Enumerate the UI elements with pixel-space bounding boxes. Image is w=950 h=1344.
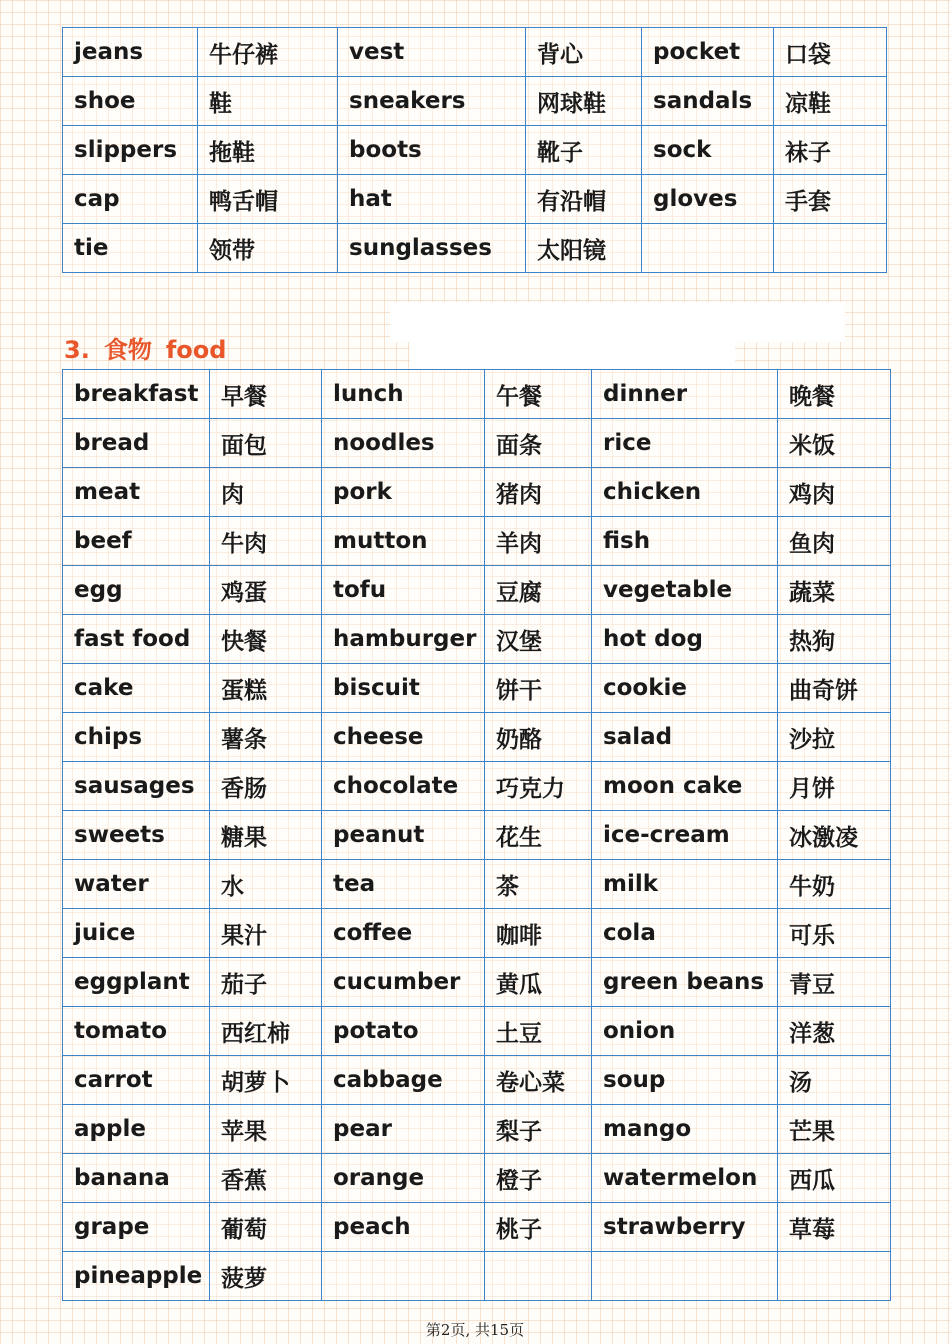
english-word-cell: tea — [322, 860, 485, 909]
chinese-word-cell: 曲奇饼 — [778, 664, 891, 713]
food-vocabulary-table — [62, 369, 891, 1301]
chinese-word-cell: 饼干 — [485, 664, 592, 713]
section-title-en: food — [165, 336, 227, 364]
english-word-cell: fish — [592, 517, 778, 566]
english-word-cell: cola — [592, 909, 778, 958]
english-word-cell: lunch — [322, 370, 485, 419]
chinese-word-cell: 香肠 — [210, 762, 322, 811]
chinese-word-cell: 胡萝卜 — [210, 1056, 322, 1105]
chinese-word-cell: 黄瓜 — [485, 958, 592, 1007]
page-number-footer: 第2页, 共15页 — [425, 1321, 525, 1339]
english-word-cell: cheese — [322, 713, 485, 762]
english-word-cell: hamburger — [322, 615, 485, 664]
chinese-word-cell — [774, 224, 887, 273]
english-word-cell — [642, 224, 774, 273]
chinese-word-cell: 早餐 — [210, 370, 322, 419]
section-number: 3. — [64, 336, 90, 364]
chinese-word-cell: 沙拉 — [778, 713, 891, 762]
chinese-word-cell: 领带 — [198, 224, 338, 273]
chinese-word-cell: 口袋 — [774, 28, 887, 77]
english-word-cell: banana — [63, 1154, 210, 1203]
english-word-cell: juice — [63, 909, 210, 958]
english-word-cell: coffee — [322, 909, 485, 958]
english-word-cell: egg — [63, 566, 210, 615]
table-row — [63, 1154, 891, 1203]
clothes-table-body — [63, 28, 887, 273]
chinese-word-cell: 网球鞋 — [526, 77, 642, 126]
chinese-word-cell: 靴子 — [526, 126, 642, 175]
table-row — [63, 958, 891, 1007]
english-word-cell: orange — [322, 1154, 485, 1203]
chinese-word-cell: 冰激凌 — [778, 811, 891, 860]
english-word-cell: onion — [592, 1007, 778, 1056]
table-row — [63, 468, 891, 517]
english-word-cell: eggplant — [63, 958, 210, 1007]
table-row — [63, 77, 887, 126]
table-row — [63, 1007, 891, 1056]
english-word-cell: biscuit — [322, 664, 485, 713]
english-word-cell: sunglasses — [338, 224, 526, 273]
english-word-cell: dinner — [592, 370, 778, 419]
chinese-word-cell: 芒果 — [778, 1105, 891, 1154]
blank-area — [390, 302, 845, 342]
english-word-cell: green beans — [592, 958, 778, 1007]
english-word-cell: noodles — [322, 419, 485, 468]
english-word-cell: vegetable — [592, 566, 778, 615]
chinese-word-cell: 菠萝 — [210, 1252, 322, 1301]
table-row — [63, 1105, 891, 1154]
chinese-word-cell: 猪肉 — [485, 468, 592, 517]
english-word-cell: tie — [63, 224, 198, 273]
section-title-cn: 食物 — [103, 336, 152, 364]
food-table-body — [63, 370, 891, 1301]
english-word-cell: hot dog — [592, 615, 778, 664]
chinese-word-cell: 凉鞋 — [774, 77, 887, 126]
table-row — [63, 1056, 891, 1105]
chinese-word-cell: 果汁 — [210, 909, 322, 958]
english-word-cell: sandals — [642, 77, 774, 126]
english-word-cell: cucumber — [322, 958, 485, 1007]
chinese-word-cell: 背心 — [526, 28, 642, 77]
table-row — [63, 762, 891, 811]
english-word-cell: peach — [322, 1203, 485, 1252]
table-row — [63, 1203, 891, 1252]
chinese-word-cell: 鞋 — [198, 77, 338, 126]
chinese-word-cell: 牛仔裤 — [198, 28, 338, 77]
english-word-cell: ice-cream — [592, 811, 778, 860]
chinese-word-cell: 鸭舌帽 — [198, 175, 338, 224]
english-word-cell: cabbage — [322, 1056, 485, 1105]
chinese-word-cell: 蛋糕 — [210, 664, 322, 713]
chinese-word-cell: 牛奶 — [778, 860, 891, 909]
chinese-word-cell: 有沿帽 — [526, 175, 642, 224]
chinese-word-cell: 青豆 — [778, 958, 891, 1007]
table-row — [63, 909, 891, 958]
english-word-cell: mango — [592, 1105, 778, 1154]
chinese-word-cell: 咖啡 — [485, 909, 592, 958]
chinese-word-cell: 手套 — [774, 175, 887, 224]
chinese-word-cell: 热狗 — [778, 615, 891, 664]
english-word-cell: breakfast — [63, 370, 210, 419]
chinese-word-cell: 可乐 — [778, 909, 891, 958]
chinese-word-cell: 水 — [210, 860, 322, 909]
english-word-cell: sneakers — [338, 77, 526, 126]
chinese-word-cell: 茶 — [485, 860, 592, 909]
chinese-word-cell: 月饼 — [778, 762, 891, 811]
chinese-word-cell — [485, 1252, 592, 1301]
chinese-word-cell: 午餐 — [485, 370, 592, 419]
english-word-cell: carrot — [63, 1056, 210, 1105]
table-row — [63, 224, 887, 273]
english-word-cell: chocolate — [322, 762, 485, 811]
english-word-cell: vest — [338, 28, 526, 77]
table-row — [63, 615, 891, 664]
english-word-cell: pear — [322, 1105, 485, 1154]
chinese-word-cell: 巧克力 — [485, 762, 592, 811]
table-row — [63, 664, 891, 713]
english-word-cell: meat — [63, 468, 210, 517]
english-word-cell: slippers — [63, 126, 198, 175]
english-word-cell: chicken — [592, 468, 778, 517]
chinese-word-cell: 羊肉 — [485, 517, 592, 566]
english-word-cell: apple — [63, 1105, 210, 1154]
english-word-cell: sock — [642, 126, 774, 175]
english-word-cell: shoe — [63, 77, 198, 126]
chinese-word-cell: 面条 — [485, 419, 592, 468]
english-word-cell: watermelon — [592, 1154, 778, 1203]
chinese-word-cell: 橙子 — [485, 1154, 592, 1203]
english-word-cell: pocket — [642, 28, 774, 77]
table-row — [63, 566, 891, 615]
chinese-word-cell: 梨子 — [485, 1105, 592, 1154]
table-row — [63, 28, 887, 77]
chinese-word-cell: 西红柿 — [210, 1007, 322, 1056]
english-word-cell: rice — [592, 419, 778, 468]
chinese-word-cell: 葡萄 — [210, 1203, 322, 1252]
english-word-cell: bread — [63, 419, 210, 468]
english-word-cell: grape — [63, 1203, 210, 1252]
chinese-word-cell — [778, 1252, 891, 1301]
english-word-cell: potato — [322, 1007, 485, 1056]
chinese-word-cell: 拖鞋 — [198, 126, 338, 175]
table-row — [63, 126, 887, 175]
table-row — [63, 1252, 891, 1301]
table-row — [63, 811, 891, 860]
table-row — [63, 419, 891, 468]
chinese-word-cell: 汉堡 — [485, 615, 592, 664]
chinese-word-cell: 桃子 — [485, 1203, 592, 1252]
chinese-word-cell: 鱼肉 — [778, 517, 891, 566]
chinese-word-cell: 汤 — [778, 1056, 891, 1105]
chinese-word-cell: 晚餐 — [778, 370, 891, 419]
english-word-cell: milk — [592, 860, 778, 909]
table-row — [63, 175, 887, 224]
english-word-cell: gloves — [642, 175, 774, 224]
clothes-vocabulary-table — [62, 27, 887, 273]
english-word-cell: sausages — [63, 762, 210, 811]
english-word-cell: jeans — [63, 28, 198, 77]
table-row — [63, 517, 891, 566]
chinese-word-cell: 草莓 — [778, 1203, 891, 1252]
english-word-cell: salad — [592, 713, 778, 762]
english-word-cell: beef — [63, 517, 210, 566]
english-word-cell: cookie — [592, 664, 778, 713]
chinese-word-cell: 茄子 — [210, 958, 322, 1007]
chinese-word-cell: 奶酪 — [485, 713, 592, 762]
chinese-word-cell: 豆腐 — [485, 566, 592, 615]
chinese-word-cell: 糖果 — [210, 811, 322, 860]
english-word-cell: sweets — [63, 811, 210, 860]
chinese-word-cell: 鸡肉 — [778, 468, 891, 517]
chinese-word-cell: 薯条 — [210, 713, 322, 762]
english-word-cell: water — [63, 860, 210, 909]
chinese-word-cell: 袜子 — [774, 126, 887, 175]
chinese-word-cell: 卷心菜 — [485, 1056, 592, 1105]
english-word-cell: moon cake — [592, 762, 778, 811]
english-word-cell: mutton — [322, 517, 485, 566]
table-row — [63, 370, 891, 419]
english-word-cell: soup — [592, 1056, 778, 1105]
english-word-cell: pork — [322, 468, 485, 517]
table-row — [63, 713, 891, 762]
chinese-word-cell: 土豆 — [485, 1007, 592, 1056]
chinese-word-cell: 面包 — [210, 419, 322, 468]
english-word-cell: strawberry — [592, 1203, 778, 1252]
english-word-cell: hat — [338, 175, 526, 224]
english-word-cell: tomato — [63, 1007, 210, 1056]
english-word-cell — [592, 1252, 778, 1301]
blank-area — [410, 340, 735, 370]
english-word-cell: fast food — [63, 615, 210, 664]
chinese-word-cell: 快餐 — [210, 615, 322, 664]
english-word-cell: boots — [338, 126, 526, 175]
chinese-word-cell: 肉 — [210, 468, 322, 517]
chinese-word-cell: 太阳镜 — [526, 224, 642, 273]
english-word-cell: chips — [63, 713, 210, 762]
english-word-cell: cake — [63, 664, 210, 713]
english-word-cell: cap — [63, 175, 198, 224]
chinese-word-cell: 香蕉 — [210, 1154, 322, 1203]
chinese-word-cell: 蔬菜 — [778, 566, 891, 615]
chinese-word-cell: 牛肉 — [210, 517, 322, 566]
chinese-word-cell: 洋葱 — [778, 1007, 891, 1056]
chinese-word-cell: 西瓜 — [778, 1154, 891, 1203]
english-word-cell — [322, 1252, 485, 1301]
chinese-word-cell: 花生 — [485, 811, 592, 860]
table-row — [63, 860, 891, 909]
chinese-word-cell: 苹果 — [210, 1105, 322, 1154]
english-word-cell: peanut — [322, 811, 485, 860]
english-word-cell: tofu — [322, 566, 485, 615]
section-heading — [64, 330, 240, 365]
chinese-word-cell: 鸡蛋 — [210, 566, 322, 615]
chinese-word-cell: 米饭 — [778, 419, 891, 468]
english-word-cell: pineapple — [63, 1252, 210, 1301]
